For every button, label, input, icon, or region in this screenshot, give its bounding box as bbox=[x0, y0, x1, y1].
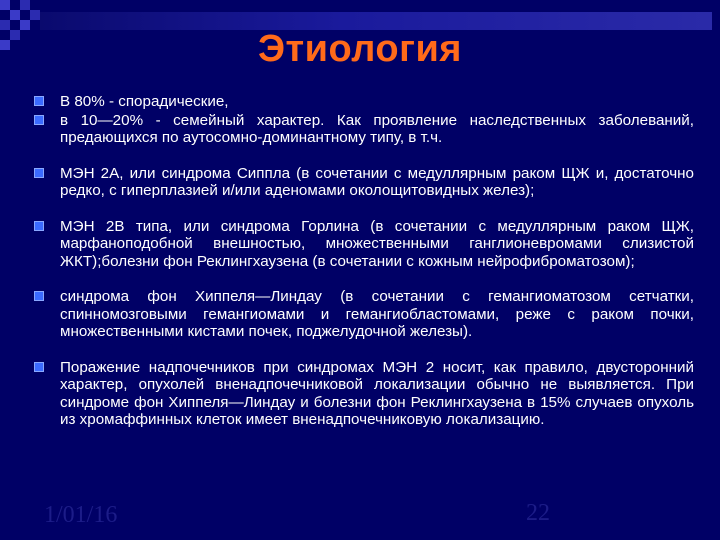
bullet-text: МЭН 2В типа, или синдрома Горлина (в сочетании с медуллярным раком ЩЖ, марфаноподобной внешностью, множественными ганглионевромами слизистой ЖКТ);болезни фон Реклингхаузена (в сочетании с кожным нейрофиброматозом); bbox=[60, 217, 694, 270]
square-bullet-icon bbox=[34, 291, 44, 301]
bullet-item-1 bbox=[34, 93, 694, 111]
bullet-item-6 bbox=[34, 359, 694, 429]
bullet-text: Поражение надпочечников при синдромах МЭН 2 носит, как правило, двусторонний характер, опухолей вненадпочечниковой локализации обычно не выявляется. При синдроме фон Хиппеля—Линдау и болезни фон Реклингхаузена в 15% случаев опухоль из хромаффинных клеток имеет вненадпочечниковую локализацию. bbox=[60, 358, 694, 428]
square-bullet-icon bbox=[34, 96, 44, 106]
bullet-text: в 10—20% - семейный характер. Как проявление наследственных заболеваний, предающихся по аутосомно-доминантному типу, в т.ч. bbox=[60, 111, 694, 146]
bullet-text: синдрома фон Хиппеля—Линдау (в сочетании с гемангиоматозом сетчатки, спинномозговыми гемангиомами и гемангиобластомами, реже с раком почки, множественными кистами почек, поджелудочной железы). bbox=[60, 288, 694, 340]
bullet-list bbox=[34, 93, 694, 429]
square-bullet-icon bbox=[34, 115, 44, 125]
bullet-item-2 bbox=[34, 112, 694, 147]
slide-title: Этиология bbox=[258, 28, 462, 70]
page-number: 22 bbox=[526, 500, 550, 526]
square-bullet-icon bbox=[34, 168, 44, 178]
square-bullet-icon bbox=[34, 362, 44, 372]
bullet-text: МЭН 2А, или синдрома Сиппла (в сочетании с медуллярным раком ЩЖ и, достаточно редко, с гиперплазией и/или аденомами околощитовидных желез); bbox=[60, 164, 694, 199]
bullet-item-5 bbox=[34, 288, 694, 341]
bullet-item-3 bbox=[34, 165, 694, 200]
footer-date: 1/01/16 bbox=[44, 502, 118, 528]
square-bullet-icon bbox=[34, 221, 44, 231]
bullet-text: В 80% - спорадические, bbox=[60, 93, 229, 110]
bullet-item-4 bbox=[34, 218, 694, 271]
